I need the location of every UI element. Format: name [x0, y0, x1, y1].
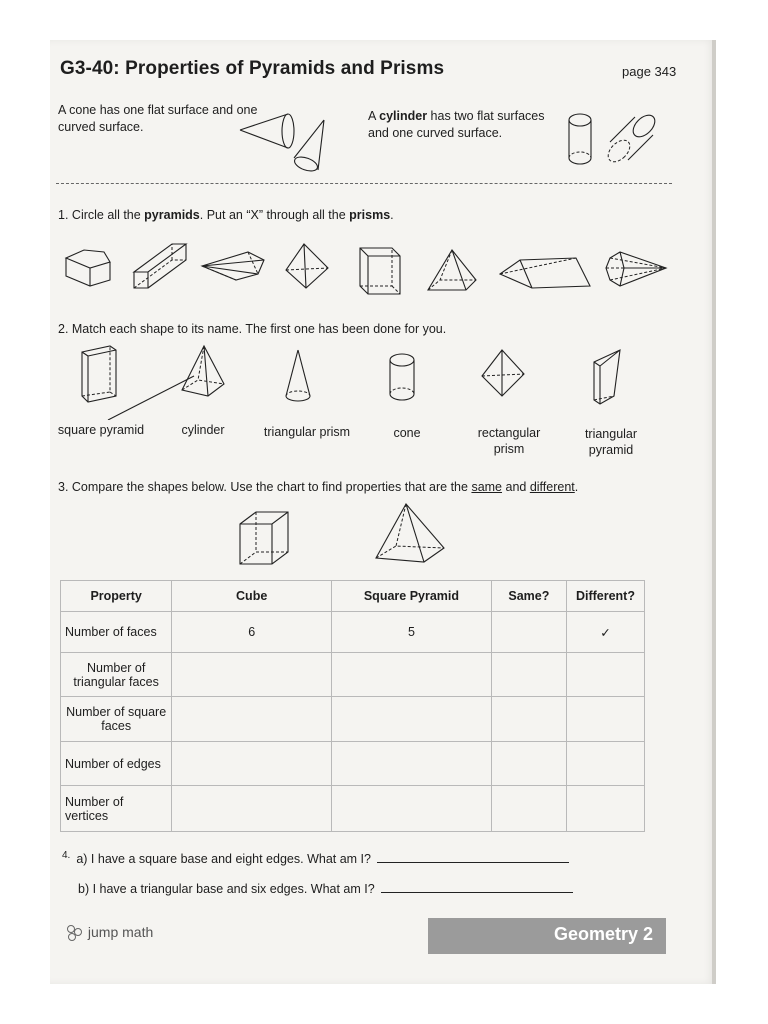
header-cube: Cube — [172, 581, 332, 612]
q3-cube-shape — [240, 512, 288, 564]
logo-text: jump math — [87, 924, 154, 940]
square-pyramid-shape — [428, 250, 476, 290]
q4b-text: b) I have a triangular base and six edges. What am I? — [78, 882, 375, 896]
row-property: Number of edges — [61, 742, 172, 786]
q1-bold-pyramids: pyramids — [144, 208, 200, 222]
page-number: page 343 — [622, 64, 677, 79]
cube-cell[interactable] — [172, 786, 332, 832]
name-triangular-prism[interactable]: triangular prism — [263, 425, 351, 439]
example-match-line — [108, 376, 194, 420]
question-3 — [58, 480, 578, 494]
table-row — [61, 697, 645, 742]
name-cylinder[interactable]: cylinder — [181, 423, 225, 437]
cone-sideways-shape — [240, 114, 294, 148]
q2-square-pyramid-shape — [182, 346, 224, 396]
q1-text-c: . — [390, 208, 394, 222]
row-property: Number of square faces — [61, 697, 172, 742]
q2-triangular-prism-shape — [594, 350, 620, 404]
header-different: Different? — [566, 581, 644, 612]
q2-rectangular-prism-shape — [82, 346, 116, 402]
same-cell[interactable] — [491, 697, 566, 742]
pyramid-cell[interactable] — [332, 653, 492, 697]
pentagonal-prism-shape — [66, 250, 110, 286]
name-cone[interactable]: cone — [393, 426, 421, 440]
rectangular-prism-shape — [134, 244, 186, 288]
row-property: Number of faces — [61, 612, 172, 653]
cube-cell[interactable] — [172, 742, 332, 786]
hexagonal-pyramid-shape — [606, 252, 666, 286]
answer-4a-blank[interactable] — [377, 850, 569, 863]
page-edge — [712, 40, 716, 984]
logo-icon — [66, 924, 84, 942]
q4-number: 4. — [62, 850, 71, 861]
page-title: G3-40: Properties of Pyramids and Prisms — [60, 58, 445, 79]
table-row — [61, 786, 645, 832]
different-cell[interactable]: ✓ — [566, 612, 644, 653]
cylinder-suffix: has two flat surfaces and one curved surface. — [368, 109, 545, 140]
header-square-pyramid: Square Pyramid — [332, 581, 492, 612]
header-same: Same? — [491, 581, 566, 612]
same-cell[interactable] — [491, 653, 566, 697]
triangular-prism-shape — [500, 258, 590, 288]
same-cell[interactable] — [491, 786, 566, 832]
section-label: Geometry 2 — [554, 924, 654, 944]
name-triangular-pyramid[interactable]: triangular pyramid — [584, 427, 638, 457]
pentagonal-pyramid-shape — [202, 252, 264, 280]
q1-text-a: Circle all the — [71, 208, 145, 222]
q3-square-pyramid-shape — [376, 504, 444, 562]
q1-number: 1. — [58, 208, 69, 222]
pyramid-cell[interactable] — [332, 742, 492, 786]
different-cell[interactable] — [566, 786, 644, 832]
table-row — [61, 742, 645, 786]
cube-cell[interactable]: 6 — [172, 612, 332, 653]
triangular-pyramid-shape — [286, 244, 328, 288]
question-1 — [58, 208, 394, 222]
cone-illustrations — [236, 108, 336, 176]
q3-shapes — [230, 500, 460, 572]
same-cell[interactable] — [491, 742, 566, 786]
table-row — [61, 612, 645, 653]
question-4a — [62, 850, 569, 866]
cone-tilted-shape — [293, 120, 324, 174]
name-rectangular-prism[interactable]: rectangular prism — [477, 426, 541, 456]
question-2: 2. Match each shape to its name. The first one has been done for you. — [58, 322, 447, 336]
cube-cell[interactable] — [172, 697, 332, 742]
row-property: Number of vertices — [61, 786, 172, 832]
pyramid-cell[interactable] — [332, 786, 492, 832]
q3-and: and — [502, 480, 530, 494]
section-divider — [56, 183, 672, 184]
answer-4b-blank[interactable] — [381, 880, 573, 893]
q2-cylinder-shape — [390, 354, 414, 400]
cube-cell[interactable] — [172, 653, 332, 697]
comparison-chart — [60, 580, 645, 832]
cube-shape — [360, 248, 400, 294]
q1-bold-prisms: prisms — [349, 208, 391, 222]
q3-same: same — [471, 480, 503, 494]
header-property: Property — [61, 581, 172, 612]
cone-description: A cone has one flat surface and one curved surface. — [58, 103, 258, 134]
cylinder-upright-shape — [569, 114, 591, 164]
cylinder-illustrations — [562, 110, 662, 170]
different-cell[interactable] — [566, 697, 644, 742]
cylinder-description — [368, 108, 568, 142]
row-property: Number of triangular faces — [61, 653, 172, 697]
cylinder-bold: cylinder — [379, 109, 428, 123]
chart-header-row — [61, 581, 645, 612]
q2-triangular-pyramid-shape — [482, 350, 524, 396]
name-square-pyramid[interactable]: square pyramid — [57, 423, 145, 437]
different-cell[interactable] — [566, 742, 644, 786]
q1-text-b: . Put an “X” through all the — [199, 208, 350, 222]
table-row — [61, 653, 645, 697]
q1-shapes-row[interactable] — [60, 238, 670, 300]
q3-different: different — [529, 480, 575, 494]
q3-end: . — [574, 480, 579, 494]
pyramid-cell[interactable]: 5 — [332, 612, 492, 653]
cylinder-prefix: A — [368, 109, 380, 123]
q2-cone-shape — [286, 350, 310, 401]
question-4b — [78, 880, 573, 896]
different-cell[interactable] — [566, 653, 644, 697]
q4a-text: a) I have a square base and eight edges. What am I? — [76, 852, 371, 866]
cylinder-tilted-shape — [604, 111, 659, 166]
q2-shapes-row[interactable] — [60, 340, 670, 420]
q3-text-a: 3. Compare the shapes below. Use the chart to find properties that are the — [58, 480, 472, 494]
pyramid-cell[interactable] — [332, 697, 492, 742]
same-cell[interactable] — [491, 612, 566, 653]
jump-math-logo — [66, 924, 153, 942]
